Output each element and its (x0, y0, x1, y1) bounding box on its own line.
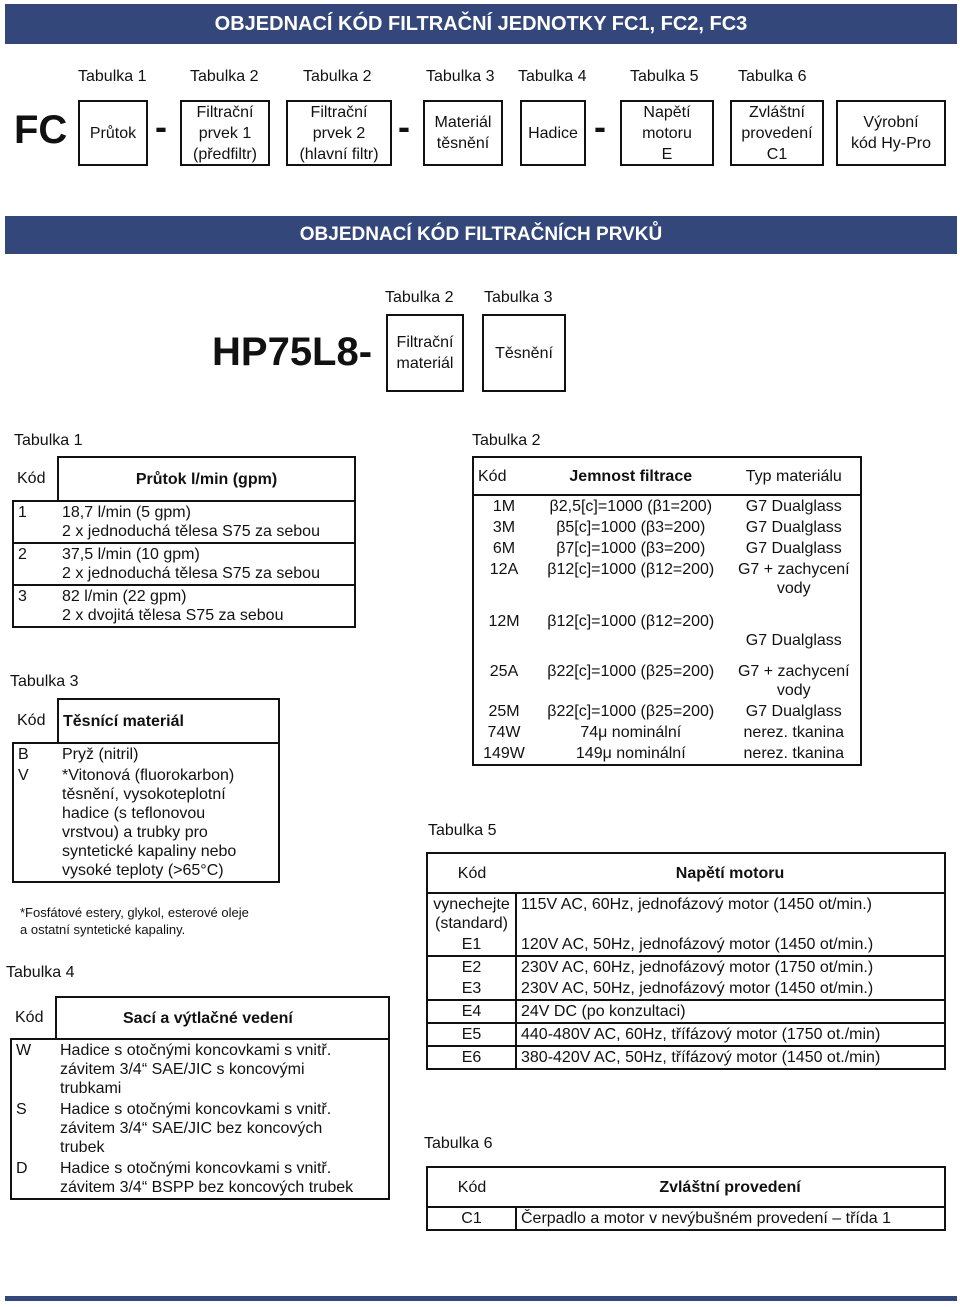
box-filtr-prvek-1 (180, 100, 270, 166)
box-hadice (520, 100, 586, 166)
table2-material: vody (776, 682, 811, 699)
table3-note-line2: a ostatní syntetické kapaliny. (20, 922, 186, 937)
table2-material: nerez. tkanina (743, 745, 845, 762)
table2-filtration: 74μ nominální (580, 724, 682, 741)
table3-line: *Vitonová (fluorokarbon) (62, 767, 235, 784)
box-prutok-text: Průtok (89, 124, 137, 142)
table5-text: 230V AC, 50Hz, jednofázový motor (1450 ot/min.) (516, 978, 945, 1000)
box-material (423, 100, 503, 166)
fp1-line3: (předfiltr) (192, 145, 257, 163)
table5-text: 380-420V AC, 50Hz, třífázový motor (1450 ot./min) (516, 1046, 945, 1069)
table2-filtration: β5[c]=1000 (β3=200) (556, 519, 706, 536)
table4-code: S (11, 1099, 56, 1158)
table2-material: G7 Dualglass (745, 703, 842, 720)
table2-material (732, 612, 856, 631)
table1-line: 37,5 l/min (10 gpm) (62, 546, 200, 563)
table2-material: G7 + zachycení (737, 561, 850, 578)
table4-line: Hadice s otočnými koncovkami s vnitř. (60, 1160, 332, 1177)
table2-header-code: Kód (473, 457, 534, 495)
fc-label-t3: Tabulka 3 (426, 68, 495, 85)
table3-note (20, 904, 249, 938)
table-row (427, 1000, 945, 1023)
table2-filtration: β12[c]=1000 (β12=200) (547, 613, 715, 630)
table6-header-special: Zvláštní provedení (516, 1167, 945, 1207)
hp-tesneni-text: Těsnění (495, 344, 553, 362)
table5-text: 115V AC, 60Hz, jednofázový motor (1450 ot/min.) (516, 893, 945, 934)
hp-label-t3: Tabulka 3 (484, 289, 553, 306)
table5-code: E1 (427, 934, 516, 956)
table4-title: Tabulka 4 (6, 964, 75, 981)
table2-code: 3M (473, 517, 534, 538)
table4-line: závitem 3/4“ SAE/JIC bez koncových (60, 1120, 323, 1137)
table1-title: Tabulka 1 (14, 432, 83, 449)
table2-code: 74W (473, 722, 534, 743)
dash-1: - (155, 106, 167, 147)
table3-code: B (13, 743, 58, 765)
table-row (13, 501, 355, 543)
table5-text: 120V AC, 50Hz, jednofázový motor (1450 ot/min.) (516, 934, 945, 956)
table-row (427, 934, 945, 956)
material-line2: těsnění (436, 135, 490, 152)
table3-line: vrstvou) a trubky pro (62, 824, 208, 841)
table1-line: 2 x dvojitá tělesa S75 za sebou (62, 607, 284, 624)
table5-code: E6 (427, 1046, 516, 1069)
table3-title: Tabulka 3 (10, 673, 79, 690)
banner-top: OBJEDNACÍ KÓD FILTRAČNÍ JEDNOTKY FC1, FC2, FC3 (5, 4, 957, 44)
box-vyrobni (836, 100, 946, 166)
table2-code: 1M (473, 495, 534, 517)
table2-filtration: β12[c]=1000 (β12=200) (547, 561, 715, 578)
hp-material-line2: materiál (396, 355, 454, 372)
table2-material: G7 + zachycení (737, 663, 850, 680)
table-row (473, 517, 861, 538)
napeti-line1: Napětí (643, 103, 691, 121)
table2-filtration: 149μ nominální (534, 743, 728, 765)
table-row (427, 978, 945, 1000)
table2-filtration: β2,5[c]=1000 (β1=200) (534, 495, 728, 517)
table5-code: E5 (427, 1023, 516, 1046)
box-filtr-prvek-2 (286, 100, 392, 166)
table3-header-code: Kód (17, 712, 46, 729)
table-row (427, 1046, 945, 1069)
table-row (427, 1023, 945, 1046)
table5-header-voltage: Napětí motoru (516, 853, 945, 893)
fp2-line1: Filtrační (310, 103, 368, 121)
table2-filtration: β7[c]=1000 (β3=200) (556, 540, 706, 557)
table2-header-filtration: Jemnost filtrace (534, 457, 728, 495)
table4-code: W (11, 1039, 56, 1099)
table6-header-code: Kód (427, 1167, 516, 1207)
table5-code: E4 (427, 1000, 516, 1023)
fc-prefix: FC (14, 108, 68, 152)
table3-line: Pryž (nitril) (62, 746, 139, 763)
fc-label-t4: Tabulka 4 (518, 68, 587, 85)
fc-label-t5: Tabulka 5 (630, 68, 699, 85)
material-line1: Materiál (434, 114, 492, 131)
table4-line: závitem 3/4“ BSPP bez koncových trubek (60, 1179, 354, 1196)
table-row (473, 722, 861, 743)
table1-line: 2 x jednoduchá tělesa S75 za sebou (62, 565, 320, 582)
vyrobni-line2: kód Hy-Pro (850, 135, 932, 152)
table5-text: 440-480V AC, 60Hz, třífázový motor (1750 ot./min) (516, 1023, 945, 1046)
table1-header-flow: Průtok l/min (gpm) (58, 457, 355, 501)
fp1-line2: prvek 1 (198, 124, 252, 142)
table-row (427, 956, 945, 978)
table-row (473, 701, 861, 722)
table5-header-code: Kód (427, 853, 516, 893)
fp2-line3: (hlavní filtr) (299, 145, 379, 163)
fp2-line2: prvek 2 (312, 124, 366, 142)
table4-line: závitem 3/4“ SAE/JIC s koncovými (60, 1061, 305, 1078)
table1-header-code: Kód (17, 470, 46, 487)
table-row (11, 1158, 389, 1199)
dash-2: - (398, 106, 410, 147)
table2-material: G7 Dualglass (745, 498, 842, 515)
table-row (473, 538, 861, 559)
table-row (427, 1207, 945, 1230)
box-zvlastni (730, 100, 824, 166)
table1-line: 82 l/min (22 gpm) (62, 588, 187, 605)
table-row (13, 765, 279, 882)
table3-line: syntetické kapaliny nebo (62, 843, 237, 860)
hp-label-t2: Tabulka 2 (385, 289, 454, 306)
table2-code: 12M (473, 611, 534, 661)
zvlastni-line2: provedení (741, 124, 813, 142)
table-row (427, 893, 945, 934)
table4 (10, 996, 390, 1200)
table5-code: E2 (427, 956, 516, 978)
table3-note-line1: *Fosfátové estery, glykol, esterové oleje (20, 905, 249, 920)
table2-code: 149W (473, 743, 534, 765)
table2-material: G7 Dualglass (745, 519, 842, 536)
fc-label-t6: Tabulka 6 (738, 68, 807, 85)
table2-code: 25A (473, 661, 534, 701)
table-row (13, 743, 279, 765)
fc-label-t2b: Tabulka 2 (303, 68, 372, 85)
table-row (473, 743, 861, 765)
table4-header-line: Sací a výtlačné vedení (56, 997, 389, 1039)
table4-code: D (11, 1158, 56, 1199)
table2-material: vody (776, 580, 811, 597)
table6 (426, 1166, 946, 1231)
table1-line: 2 x jednoduchá tělesa S75 za sebou (62, 523, 320, 540)
table2-code: 6M (473, 538, 534, 559)
table4-line: trubkami (60, 1080, 122, 1097)
zvlastni-line1: Zvláštní (748, 103, 805, 121)
zvlastni-line3: C1 (766, 145, 788, 163)
table5-code: E3 (427, 978, 516, 1000)
bottom-rule (5, 1296, 957, 1301)
table-row (13, 585, 355, 627)
table2-code: 12A (473, 559, 534, 611)
table3-line: hadice (s teflonovou (62, 805, 206, 822)
table2-code: 25M (473, 701, 534, 722)
table2-filtration: β22[c]=1000 (β25=200) (547, 703, 715, 720)
table2-title: Tabulka 2 (472, 432, 541, 449)
table5-text: 230V AC, 60Hz, jednofázový motor (1750 ot/min.) (516, 956, 945, 978)
table2-material: nerez. tkanina (743, 724, 845, 741)
table5-text: 24V DC (po konzultaci) (516, 1000, 945, 1023)
table1-code: 1 (13, 501, 58, 543)
table3-header-material: Těsnící materiál (58, 699, 279, 743)
table6-title: Tabulka 6 (424, 1135, 493, 1152)
banner-mid: OBJEDNACÍ KÓD FILTRAČNÍCH PRVKŮ (5, 216, 957, 254)
table2-header-material: Typ materiálu (728, 457, 861, 495)
table4-line: Hadice s otočnými koncovkami s vnitř. (60, 1101, 332, 1118)
vyrobni-line1: Výrobní (863, 114, 919, 131)
fc-label-t2a: Tabulka 2 (190, 68, 259, 85)
napeti-line3: E (661, 145, 673, 163)
table1 (12, 456, 356, 628)
table-row (13, 543, 355, 585)
table6-code: C1 (427, 1207, 516, 1230)
table2-filtration: β22[c]=1000 (β25=200) (547, 663, 715, 680)
box-napeti (620, 100, 714, 166)
dash-3: - (594, 106, 606, 147)
table1-line: 18,7 l/min (5 gpm) (62, 504, 191, 521)
table-row (473, 611, 861, 661)
table-row (11, 1039, 389, 1099)
table5-code: vynechejte (standard) (427, 893, 516, 934)
box-prutok (78, 100, 148, 166)
box-hp-tesneni (482, 314, 566, 392)
table3 (12, 698, 280, 883)
fp1-line1: Filtrační (196, 103, 254, 121)
table6-text: Čerpadlo a motor v nevýbušném provedení – třída 1 (516, 1207, 945, 1230)
table3-line: těsnění, vysokoteplotní (62, 786, 226, 803)
table1-code: 2 (13, 543, 58, 585)
table4-header-code: Kód (15, 1009, 44, 1026)
box-hadice-text: Hadice (528, 124, 578, 142)
table2-material: G7 Dualglass (745, 540, 842, 557)
box-hp-material (386, 314, 464, 392)
fc-label-t1: Tabulka 1 (78, 68, 147, 85)
table5 (426, 852, 946, 1070)
table2-material: G7 Dualglass (745, 632, 842, 649)
hp-prefix: HP75L8- (212, 330, 373, 374)
table3-code: V (13, 765, 58, 882)
table2 (472, 456, 862, 766)
table-row (11, 1099, 389, 1158)
table-row (473, 495, 861, 517)
hp-material-line1: Filtrační (396, 334, 454, 351)
table-row (473, 559, 861, 611)
table4-line: Hadice s otočnými koncovkami s vnitř. (60, 1042, 332, 1059)
table5-title: Tabulka 5 (428, 822, 497, 839)
table3-line: vysoké teploty (>65°C) (62, 862, 224, 879)
table1-code: 3 (13, 585, 58, 627)
table-row (473, 661, 861, 701)
napeti-line2: motoru (642, 124, 692, 142)
table4-line: trubek (60, 1139, 105, 1156)
